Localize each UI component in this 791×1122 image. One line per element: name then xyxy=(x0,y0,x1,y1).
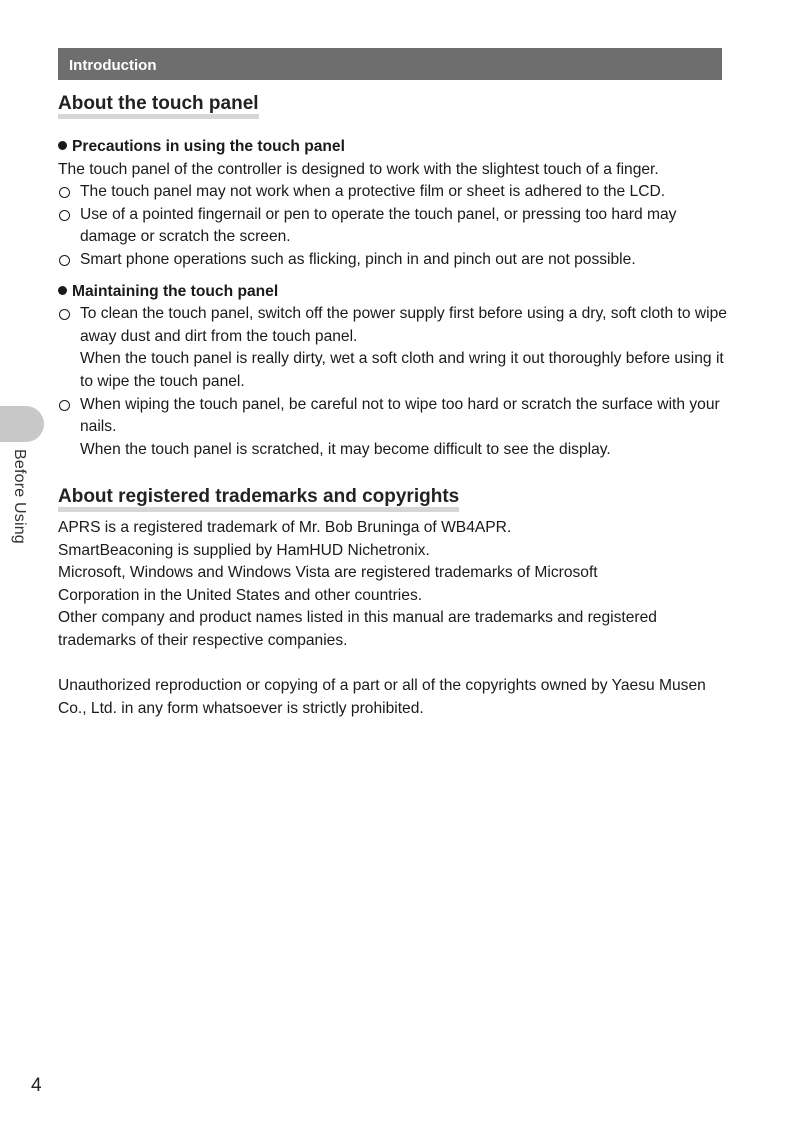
list-item: Use of a pointed fingernail or pen to operate the touch panel, or pressing too hard may damage or scratch the screen. xyxy=(58,204,728,249)
section-header-label: Introduction xyxy=(69,57,157,74)
list-item: When wiping the touch panel, be careful not to wipe too hard or scratch the surface with your nails. When the touch panel is scratched, it may become difficult to see the display. xyxy=(58,394,728,462)
filled-bullet-icon xyxy=(58,141,67,150)
trademark-line: APRS is a registered trademark of Mr. Bob Bruninga of WB4APR. xyxy=(58,519,512,536)
list-item: To clean the touch panel, switch off the power supply first before using a dry, soft cloth to wipe away dust and dirt from the touch panel. When the touch panel is really dirty, wet a soft cloth and wring it out thoroughly before using it to wipe the touch panel. xyxy=(58,303,728,393)
trademark-line: Other company and product names listed in this manual are trademarks and registered trademarks of their respective companies. xyxy=(58,609,657,649)
trademarks-heading xyxy=(58,486,459,508)
trademarks-heading-text: About registered trademarks and copyrights xyxy=(58,486,460,507)
hollow-bullet-icon xyxy=(59,255,70,266)
trademark-line: SmartBeaconing is supplied by HamHUD Nichetronix. xyxy=(58,541,430,559)
touch-panel-heading xyxy=(58,93,259,115)
hollow-bullet-icon xyxy=(59,309,70,320)
side-tab-label: Before Using xyxy=(11,449,28,544)
precautions-intro: The touch panel of the controller is designed to work with the slightest touch of a finger. xyxy=(58,160,659,178)
filled-bullet-icon xyxy=(58,286,67,295)
trademarks-body xyxy=(58,517,728,720)
heading-underline xyxy=(58,114,259,119)
page-number: 4 xyxy=(31,1075,42,1096)
touch-panel-heading-text: About the touch panel xyxy=(58,93,259,114)
hollow-bullet-icon xyxy=(59,210,70,221)
side-tab xyxy=(0,406,44,442)
hollow-bullet-icon xyxy=(59,400,70,411)
copyright-notice: Unauthorized reproduction or copying of a part or all of the copyrights owned by Yaesu Musen Co., Ltd. in any form whatsoever is strictly prohibited. xyxy=(58,677,706,717)
list-item: The touch panel may not work when a protective film or sheet is adhered to the LCD. xyxy=(58,181,728,204)
hollow-bullet-icon xyxy=(59,187,70,198)
trademark-line: Microsoft, Windows and Windows Vista are registered trademarks of Microsoft Corporation in the United States and other countries. xyxy=(58,564,598,604)
touch-panel-body xyxy=(58,136,728,461)
list-item: Smart phone operations such as flicking, pinch in and pinch out are not possible. xyxy=(58,249,728,272)
section-header-bar xyxy=(58,48,722,80)
heading-underline xyxy=(58,507,459,512)
precautions-title: Precautions in using the touch panel xyxy=(58,136,728,159)
maintaining-title: Maintaining the touch panel xyxy=(58,281,728,304)
